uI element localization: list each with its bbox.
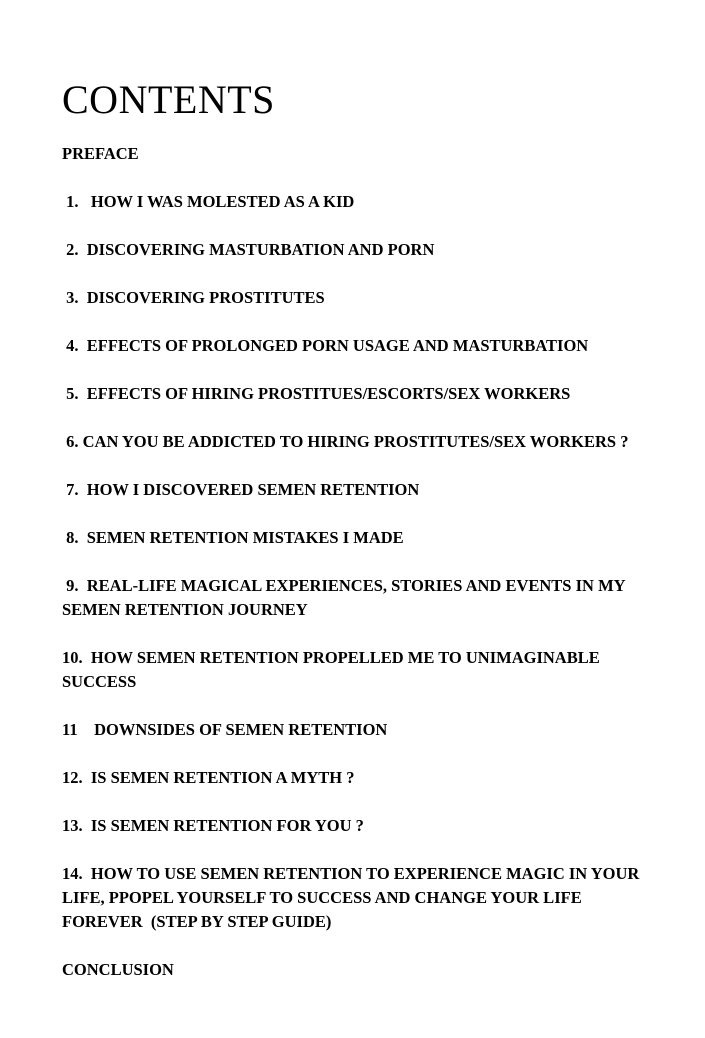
toc-entry-1: 1. HOW I WAS MOLESTED AS A KID xyxy=(62,192,355,211)
toc-entry-6: 6. CAN YOU BE ADDICTED TO HIRING PROSTITUTES/SEX WORKERS ? xyxy=(62,432,629,451)
toc-entry-11: 11 DOWNSIDES OF SEMEN RETENTION xyxy=(62,720,388,739)
toc-entry-4: 4. EFFECTS OF PROLONGED PORN USAGE AND MASTURBATION xyxy=(62,336,589,355)
toc-entry-conclusion: CONCLUSION xyxy=(62,960,174,979)
toc-entry-9: 9. REAL-LIFE MAGICAL EXPERIENCES, STORIES AND EVENTS IN MY SEMEN RETENTION JOURNEY xyxy=(62,576,630,619)
toc-entry-preface: PREFACE xyxy=(62,144,139,163)
page-title: CONTENTS xyxy=(62,77,275,122)
toc-entry-2: 2. DISCOVERING MASTURBATION AND PORN xyxy=(62,240,435,259)
toc-entry-14: 14. HOW TO USE SEMEN RETENTION TO EXPERIENCE MAGIC IN YOUR LIFE, PPOPEL YOURSELF TO SUCCESS AND CHANGE YOUR LIFE FOREVER (STEP BY STEP GUIDE) xyxy=(62,864,644,931)
toc-entry-12: 12. IS SEMEN RETENTION A MYTH ? xyxy=(62,768,355,787)
toc-entry-13: 13. IS SEMEN RETENTION FOR YOU ? xyxy=(62,816,364,835)
toc-entry-3: 3. DISCOVERING PROSTITUTES xyxy=(62,288,325,307)
toc-entry-8: 8. SEMEN RETENTION MISTAKES I MADE xyxy=(62,528,404,547)
toc-entry-5: 5. EFFECTS OF HIRING PROSTITUES/ESCORTS/SEX WORKERS xyxy=(62,384,571,403)
contents-page xyxy=(62,78,662,1006)
toc-entry-7: 7. HOW I DISCOVERED SEMEN RETENTION xyxy=(62,480,420,499)
toc-entry-10: 10. HOW SEMEN RETENTION PROPELLED ME TO UNIMAGINABLE SUCCESS xyxy=(62,648,604,691)
